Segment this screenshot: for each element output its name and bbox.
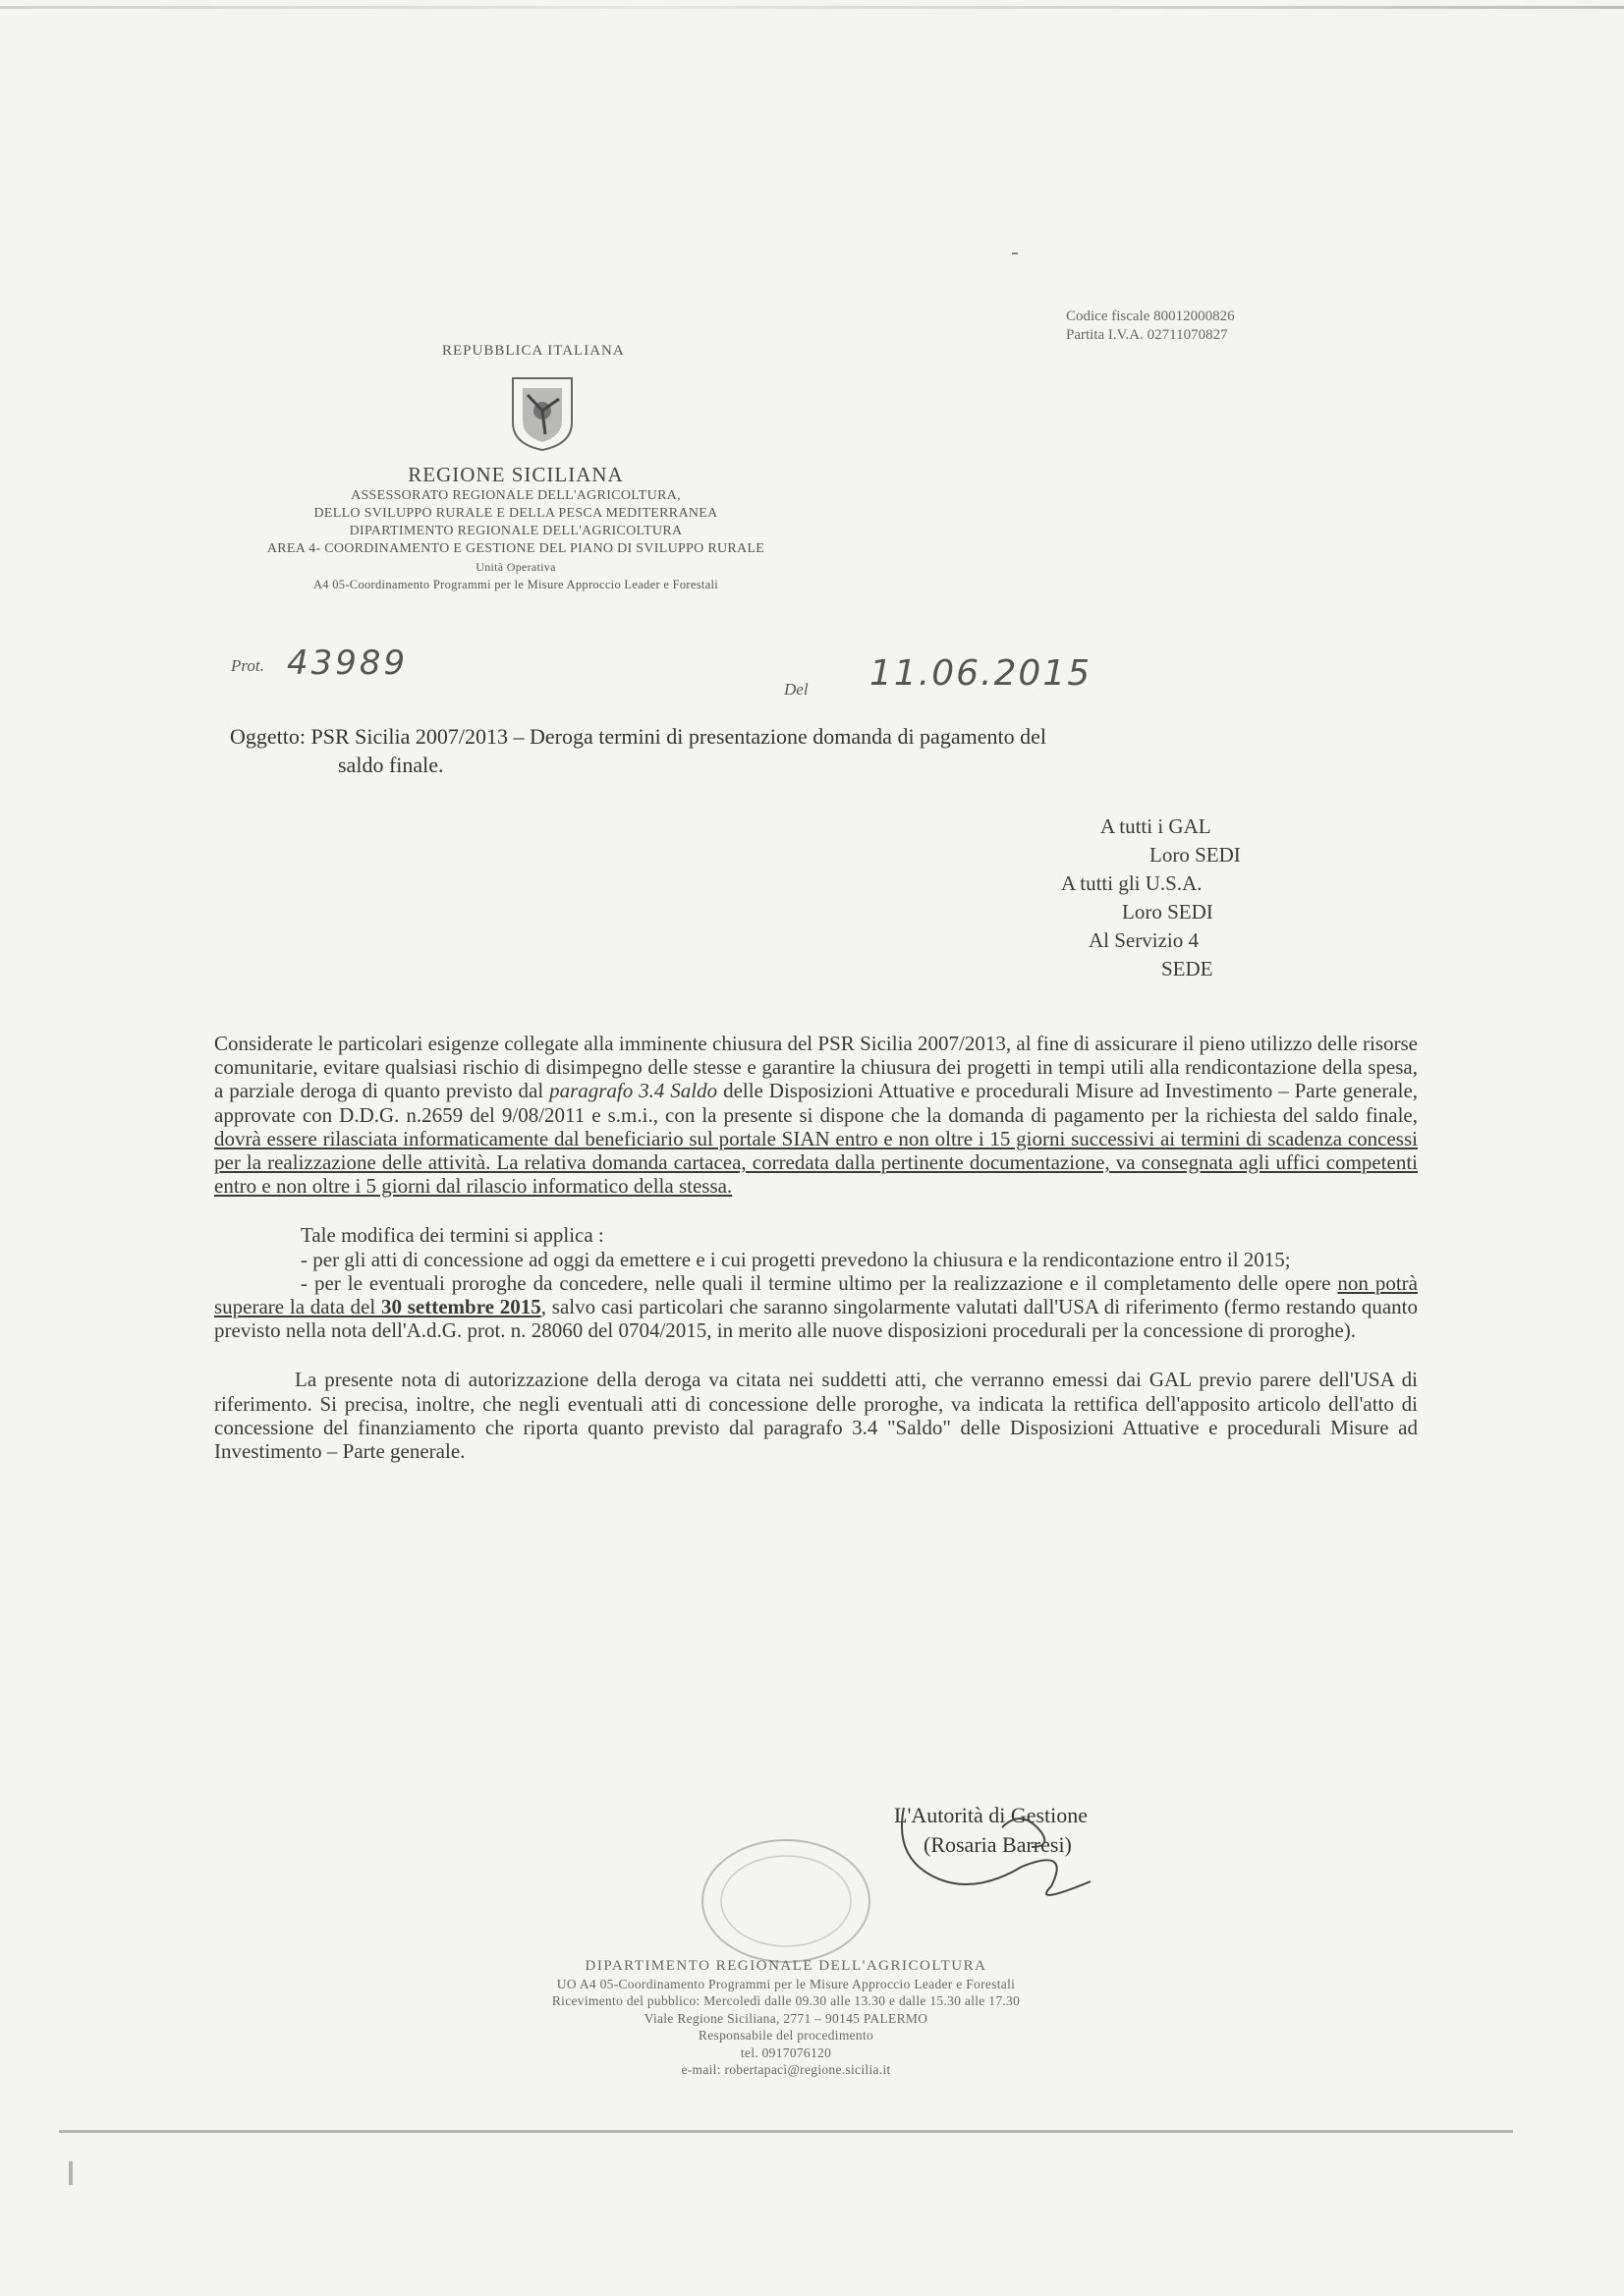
footer-line: UO A4 05-Coordinamento Programmi per le Misure Approccio Leader e Forestali (556, 1976, 1016, 1991)
footer-line: e-mail: robertapacì@regione.sicilia.it (681, 2062, 891, 2077)
letterhead (196, 462, 835, 593)
letterhead-line: DIPARTIMENTO REGIONALE DELL'AGRICOLTURA (349, 524, 683, 538)
p2-item2-a: - per le eventuali proroghe da concedere, nelle quali il termine ultimo per la realizzazione e il completamento delle opere (301, 1270, 1338, 1295)
handwritten-signature-icon (874, 1788, 1130, 1906)
signature-name: (Rosaria Barresi) (924, 1832, 1072, 1857)
recipient-line: A tutti gli U.S.A. (1061, 871, 1203, 895)
p2-item-2 (214, 1271, 1418, 1343)
codice-fiscale: Codice fiscale 80012000826 (1066, 308, 1235, 324)
letterhead-line: Unità Operativa (476, 560, 556, 574)
republic-label: REPUBBLICA ITALIANA (442, 343, 625, 359)
p1-italic: paragrafo 3.4 Saldo (549, 1079, 718, 1103)
p1-text-b: delle Disposizioni Attuative e procedurali Misure ad Investimento – Parte generale, approvate con D.D.G. n.2659 del 9/08/2011 e s.m.i., con la presente si dispone che la domanda di pagamento per la richiesta del saldo finale, (214, 1079, 1419, 1127)
recipient-line: A tutti i GAL (1100, 814, 1211, 838)
p2-intro: Tale modifica dei termini si applica : (301, 1223, 604, 1248)
scan-mark (69, 2161, 73, 2185)
recipient-line: Al Servizio 4 (1089, 928, 1199, 952)
subject-line-1: PSR Sicilia 2007/2013 – Deroga termini di presentazione domanda di pagamento del (310, 724, 1046, 749)
subject (230, 722, 1320, 779)
p2-item2-b: , salvo casi particolari che saranno singolarmente valutati dall'USA di riferimento (fermo restando quanto previsto nella nota dell'A.d.G. prot. n. 28060 del 0704/2015, in merito alle nuove disposizioni procedurali per la concessione di proroghe). (214, 1295, 1418, 1343)
recipient-line: Loro SEDI (1122, 900, 1213, 924)
sicily-emblem-icon (508, 373, 577, 452)
letterhead-line: ASSESSORATO REGIONALE DELL'AGRICOLTURA, (351, 488, 681, 503)
recipients (1061, 812, 1241, 983)
p2-item-1: - per gli atti di concessione ad oggi da emettere e i cui progetti prevedono la chiusura e la rendicontazione entro il 2015; (301, 1247, 1291, 1271)
letterhead-line: A4 05-Coordinamento Programmi per le Misure Approccio Leader e Forestali (312, 578, 719, 591)
footer-dept: DIPARTIMENTO REGIONALE DELL'AGRICOLTURA (585, 1958, 987, 1974)
del-label: Del (784, 680, 809, 699)
footer (373, 1958, 1199, 2079)
footer-rule (59, 2130, 1513, 2133)
scan-speck (1012, 252, 1018, 254)
paragraph-3: La presente nota di autorizzazione della deroga va citata nei suddetti atti, che verranno emessi dai GAL previo parere dell'USA di riferimento. Si precisa, inoltre, che negli eventuali atti di concessione delle proroghe, va indicata la rettifica dell'apposito articolo dell'atto di concessione del finanziamento che riporta quanto previsto dal paragrafo 3.4 "Saldo" delle Disposizioni Attuative e procedurali Misure ad Investimento – Parte generale. (214, 1368, 1418, 1464)
signature-title: L'Autorità di Gestione (894, 1803, 1089, 1827)
fiscal-info (1066, 308, 1235, 345)
scan-edge-top (0, 6, 1624, 9)
p1-text-a: Considerate le particolari esigenze collegate alla imminente chiusura del PSR Sicilia 2007/2013, al fine di assicurare il pieno utilizzo delle risorse comunitarie, evitare qualsiasi rischio di disimpegno delle stesse e garantire la chiusura dei progetti in tempi utili alla rendicontazione della spesa, a parziale deroga di quanto previsto dal (214, 1032, 1418, 1103)
footer-line: Responsabile del procedimento (698, 2028, 874, 2043)
recipient-line: Loro SEDI (1149, 843, 1241, 867)
footer-line: Ricevimento del pubblico: Mercoledì dalle 09.30 alle 13.30 e dalle 15.30 alle 17.30 (551, 1993, 1021, 2008)
p1-underlined: dovrà essere rilasciata informaticamente dal beneficiario sul portale SIAN entro e non oltre i 15 giorni successivi ai termini di scadenza concessi per la realizzazione delle attività. La relativa domanda cartacea, corredata dalla pertinente documentazione, va consegnata agli uffici competenti entro e non oltre i 5 giorni dal rilascio informatico della stessa. (214, 1126, 1418, 1199)
letter-body (214, 1032, 1418, 1463)
prot-label: Prot. (231, 656, 264, 675)
letterhead-line: DELLO SVILUPPO RURALE E DELLA PESCA MEDITERRANEA (313, 506, 718, 521)
subject-label: Oggetto: (230, 724, 306, 749)
letterhead-line: AREA 4- COORDINAMENTO E GESTIONE DEL PIANO DI SVILUPPO RURALE (266, 541, 765, 556)
p2-item2-date: 30 settembre 2015 (380, 1295, 541, 1319)
letter-date: 11.06.2015 (869, 653, 1092, 694)
partita-iva: Partita I.V.A. 02711070827 (1066, 327, 1228, 343)
footer-line: Viale Regione Siciliana, 2771 – 90145 PALERMO (644, 2010, 928, 2026)
prot-number: 43989 (287, 644, 409, 683)
recipient-line: SEDE (1161, 957, 1213, 980)
subject-line-2: saldo finale. (338, 753, 444, 777)
footer-line: tel. 0917076120 (740, 2044, 832, 2060)
paragraph-1 (214, 1032, 1418, 1198)
p2-item2-u: non potrà superare la data del (214, 1270, 1418, 1319)
region-name: REGIONE SICILIANA (408, 463, 624, 486)
